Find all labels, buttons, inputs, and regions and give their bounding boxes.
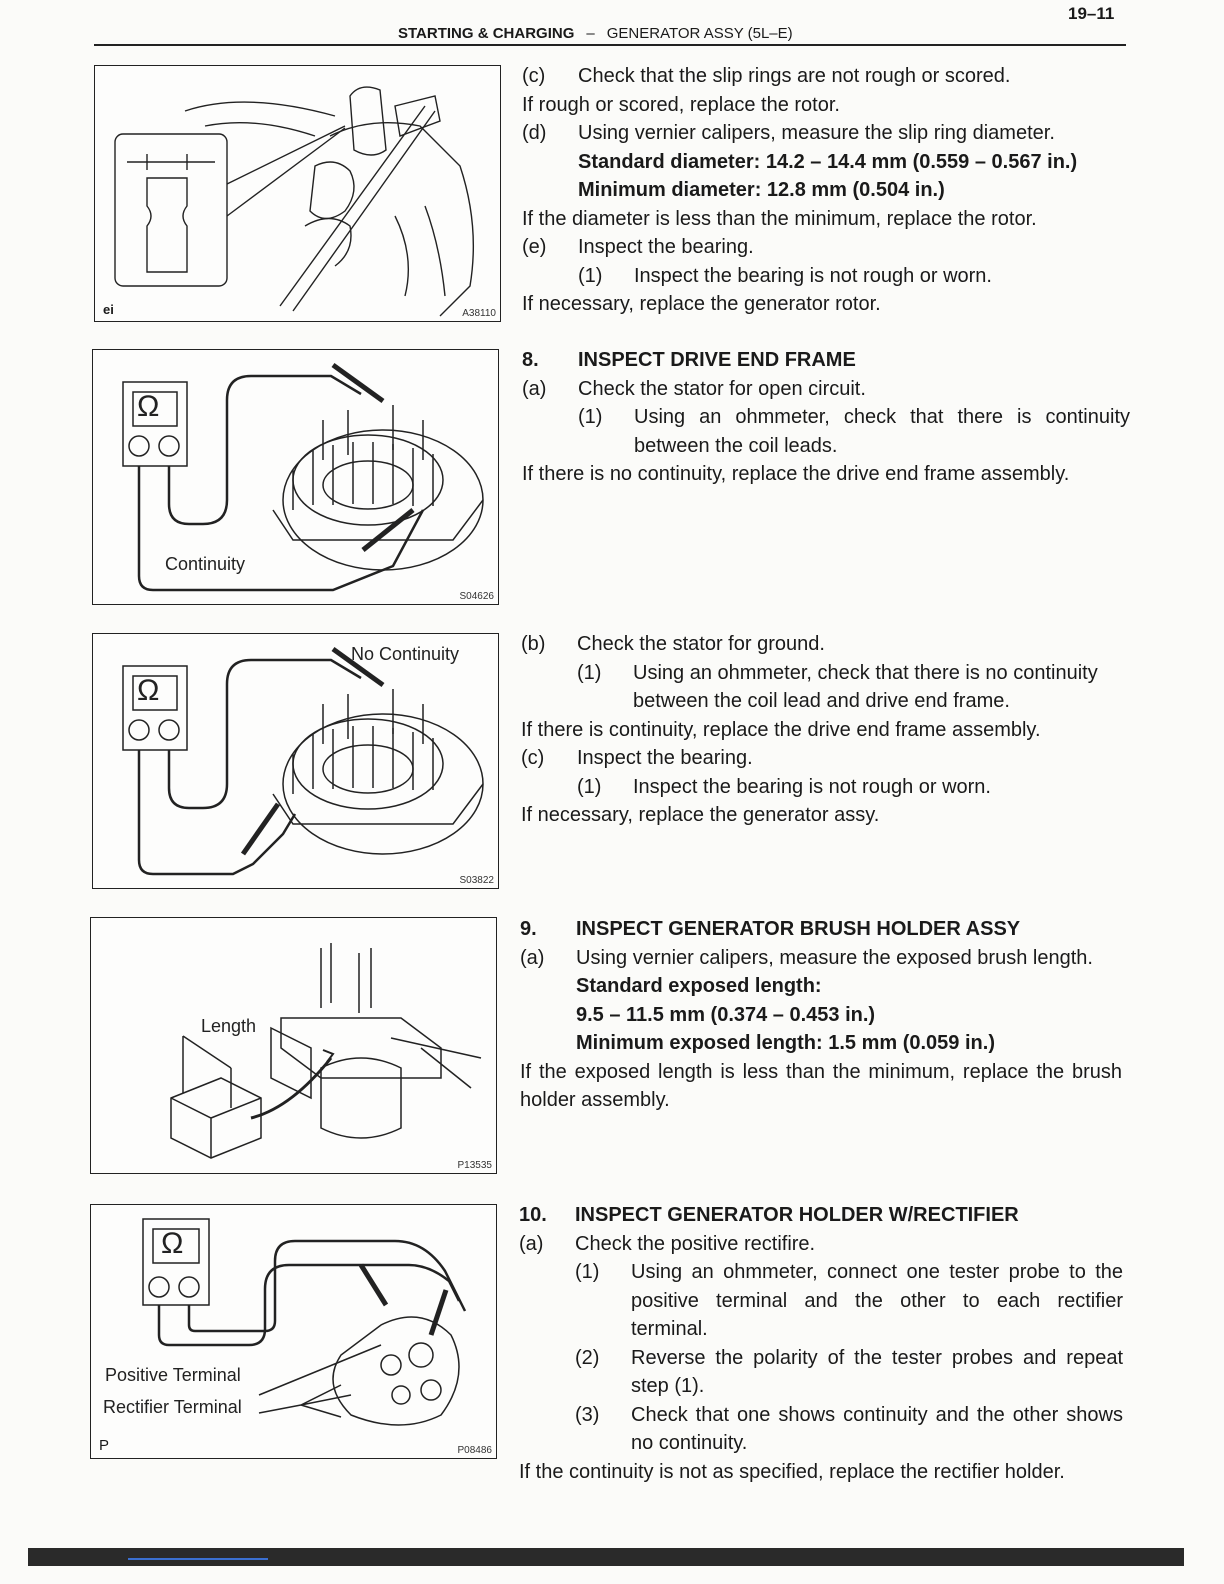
substep-text: Using an ohmmeter, connect one tester probe to the positive terminal and the other to each rectifier terminal.: [631, 1261, 1123, 1340]
section-number: 8.: [522, 349, 539, 371]
omega-symbol: Ω: [137, 674, 160, 707]
substep-label: (1): [577, 775, 602, 798]
step-note: If rough or scored, replace the rotor.: [522, 93, 840, 116]
header-rule: [94, 44, 1126, 46]
substep-label: (1): [577, 661, 602, 684]
step-note: If necessary, replace the generator assy.: [521, 804, 880, 826]
substep-label: (3): [575, 1403, 600, 1426]
figure-code: A38110: [462, 308, 496, 319]
spec-minimum-diameter: Minimum diameter: 12.8 mm (0.504 in.): [578, 179, 945, 201]
rectifier-holder-section: [519, 1201, 1123, 1486]
step-text: Check the positive rectifire.: [575, 1232, 816, 1255]
brush-holder-illustration: [91, 918, 496, 1173]
step-note: If the exposed length is less than the minimum, replace the brush holder assembly.: [520, 1060, 1122, 1111]
rectifier-terminal-label: Rectifier Terminal: [103, 1397, 242, 1417]
page-number: 19–11: [1068, 4, 1115, 23]
slip-ring-illustration: [95, 66, 500, 321]
figure-stator-continuity: [92, 349, 499, 605]
substep-text: Reverse the polarity of the tester probes and repeat step (1).: [631, 1346, 1123, 1397]
stator-ground-instructions: [521, 630, 1129, 830]
figure-stator-ground: [92, 633, 499, 889]
step-text: Check that the slip rings are not rough or scored.: [578, 65, 1011, 87]
spec-standard-diameter: Standard diameter: 14.2 – 14.4 mm (0.559 – 0.567 in.): [578, 150, 1078, 173]
substep-text: Inspect the bearing is not rough or worn.: [633, 775, 991, 798]
figure-code: P08486: [457, 1445, 492, 1456]
header-section: STARTING & CHARGING: [398, 25, 575, 42]
figure-corner-mark: P: [99, 1437, 110, 1454]
step-label: (c): [522, 65, 546, 87]
running-header: [398, 25, 793, 42]
length-label: Length: [201, 1016, 257, 1036]
section-title: INSPECT GENERATOR BRUSH HOLDER ASSY: [576, 918, 1021, 940]
step-label: (b): [521, 633, 546, 655]
header-separator: –: [586, 25, 595, 42]
ohmmeter-no-continuity-illustration: [93, 634, 498, 888]
figure-brush-length: [90, 917, 497, 1174]
step-label: (c): [521, 747, 545, 769]
section-title: INSPECT GENERATOR HOLDER W/RECTIFIER: [575, 1204, 1019, 1226]
figure-slip-ring: [94, 65, 501, 322]
step-text: Inspect the bearing.: [578, 236, 754, 258]
ohmmeter-continuity-illustration: [93, 350, 498, 604]
substep-text: Using an ohmmeter, check that there is continuity between the coil leads.: [634, 406, 1130, 457]
substep-text: Check that one shows continuity and the other shows no continuity.: [631, 1403, 1123, 1454]
step-text: Check the stator for ground.: [577, 633, 825, 655]
substep-label: (1): [575, 1261, 600, 1283]
substep-text: Using an ohmmeter, check that there is no continuity between the coil lead and drive end frame.: [633, 661, 1098, 712]
step-note: If the continuity is not as specified, replace the rectifier holder.: [519, 1460, 1065, 1483]
substep-label: (1): [578, 264, 603, 287]
spec-standard-length-value: 9.5 – 11.5 mm (0.374 – 0.453 in.): [576, 1003, 876, 1026]
header-subsection: GENERATOR ASSY (5L–E): [606, 25, 793, 42]
step-note: If there is no continuity, replace the drive end frame assembly.: [522, 463, 1070, 485]
step-note: If there is continuity, replace the drive end frame assembly.: [521, 718, 1041, 741]
spec-standard-length-title: Standard exposed length:: [576, 975, 822, 997]
section-title: INSPECT DRIVE END FRAME: [578, 349, 856, 371]
figure-corner-mark: ei: [103, 302, 114, 317]
step-note: If necessary, replace the generator rotor.: [522, 293, 881, 315]
omega-symbol: Ω: [137, 390, 160, 423]
continuity-label: Continuity: [165, 554, 246, 574]
figure-rectifier-holder: [90, 1204, 497, 1459]
step-label: (a): [520, 946, 545, 969]
rectifier-ohmmeter-illustration: [91, 1205, 496, 1458]
no-continuity-label: No Continuity: [351, 644, 460, 664]
section-number: 10.: [519, 1204, 547, 1226]
substep-label: (2): [575, 1346, 600, 1369]
section-number: 9.: [520, 918, 537, 940]
figure-code: S03822: [459, 875, 494, 886]
step-text: Inspect the bearing.: [577, 747, 753, 769]
brush-holder-section: [520, 915, 1122, 1115]
step-label: (a): [522, 377, 547, 400]
substep-text: Inspect the bearing is not rough or worn.: [634, 264, 992, 287]
omega-symbol: Ω: [161, 1227, 184, 1260]
figure-code: P13535: [457, 1160, 492, 1171]
positive-terminal-label: Positive Terminal: [105, 1365, 241, 1385]
figure-code: S04626: [459, 591, 494, 602]
scan-bottom-edge: [28, 1548, 1184, 1566]
spec-minimum-length: Minimum exposed length: 1.5 mm (0.059 in.): [576, 1032, 995, 1054]
substep-label: (1): [578, 406, 603, 428]
step-label: (a): [519, 1232, 544, 1255]
step-text: Using vernier calipers, measure the slip ring diameter.: [578, 122, 1055, 144]
slip-ring-instructions: [522, 62, 1130, 319]
step-text: Check the stator for open circuit.: [578, 377, 866, 400]
scan-bottom-mark: [128, 1558, 268, 1560]
step-text: Using vernier calipers, measure the exposed brush length.: [576, 946, 1093, 969]
step-label: (e): [522, 236, 547, 258]
step-note: If the diameter is less than the minimum, replace the rotor.: [522, 207, 1037, 230]
step-label: (d): [522, 122, 547, 144]
drive-end-frame-section: [522, 346, 1130, 489]
